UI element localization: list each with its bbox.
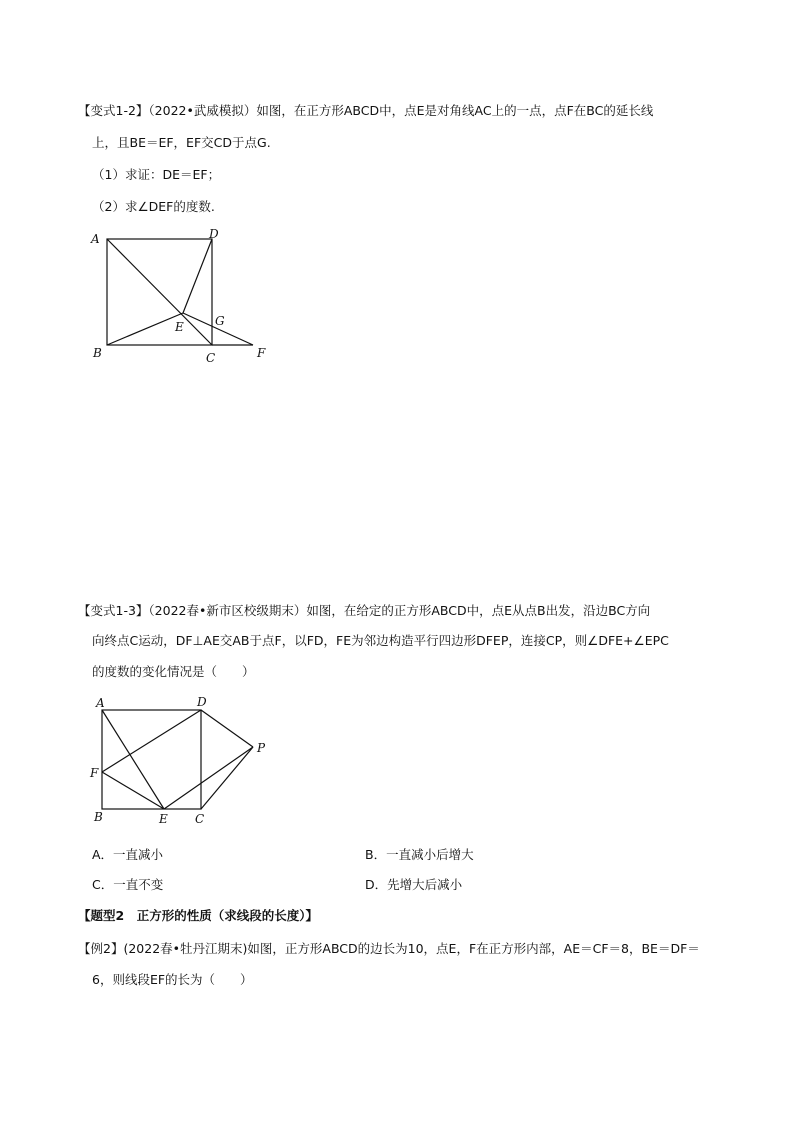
problem-1-3-line2: 向终点C运动，DF⊥AE交AB于点F，以FD，FE为邻边构造平行四边形DFEP，连接CP，则∠DFE+∠EPC — [92, 633, 669, 648]
label-e: E — [175, 320, 184, 334]
label-d: D — [197, 695, 207, 709]
label-p: P — [257, 741, 266, 755]
label-b: B — [93, 346, 102, 360]
segment-dp — [201, 710, 253, 747]
problem-1-3-line3: 的度数的变化情况是（ ） — [92, 664, 255, 679]
label-a: A — [91, 232, 100, 246]
example-2-line2: 6，则线段EF的长为（ ） — [92, 972, 253, 987]
example-2-line1: 【例2】(2022春•牡丹江期末)如图，正方形ABCD的边长为10，点E，F在正方形内部，AE＝CF＝8，BE＝DF＝ — [78, 941, 700, 956]
label-e: E — [159, 812, 168, 826]
label-b: B — [94, 810, 103, 824]
problem-1-3-line1: 【变式1-3】（2022春•新市区校级期末）如图，在给定的正方形ABCD中，点E从点B出发，沿边BC方向 — [78, 603, 651, 618]
square-abcd-figure-1 — [85, 225, 285, 370]
label-c: C — [206, 351, 216, 365]
segment-fe — [102, 772, 164, 809]
option-a: A．一直减小 — [92, 847, 164, 862]
problem-1-2-question-2: （2）求∠DEF的度数. — [92, 199, 215, 214]
segment-ae — [102, 710, 164, 809]
square-abcd-figure-2 — [85, 692, 275, 832]
problem-1-2-question-1: （1）求证：DE＝EF； — [92, 167, 221, 182]
label-d: D — [209, 227, 219, 241]
option-b: B．一直减小后增大 — [365, 847, 474, 862]
type-2-heading: 【题型2 正方形的性质（求线段的长度）】 — [78, 908, 318, 923]
problem-1-2-line2: 上，且BE＝EF，EF交CD于点G. — [92, 135, 271, 150]
segment-fd — [102, 710, 201, 772]
diagonal-ac — [107, 239, 212, 345]
label-g: G — [215, 314, 225, 328]
option-c: C．一直不变 — [92, 877, 164, 892]
label-a: A — [96, 696, 105, 710]
problem-1-2-line1: 【变式1-2】（2022•武威模拟）如图，在正方形ABCD中，点E是对角线AC上的一点，点F在BC的延长线 — [78, 103, 654, 118]
label-f: F — [257, 346, 266, 360]
segment-de — [183, 239, 212, 313]
label-f: F — [90, 766, 99, 780]
label-c: C — [195, 812, 205, 826]
option-d: D．先增大后减小 — [365, 877, 463, 892]
segment-be — [107, 313, 183, 345]
